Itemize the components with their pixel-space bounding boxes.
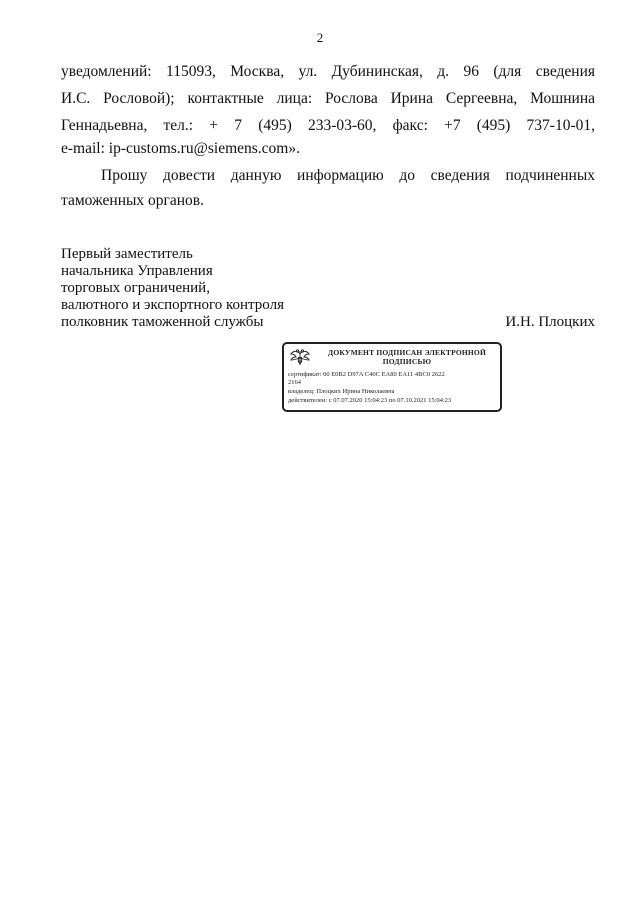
stamp-validity-label: действителен: — [288, 397, 328, 404]
page-number: 2 — [316, 30, 324, 45]
eagle-emblem-icon — [289, 348, 311, 368]
stamp-certificate-label: сертификат: — [288, 371, 322, 378]
stamp-validity-row — [288, 397, 451, 405]
electronic-signature-stamp — [282, 342, 502, 412]
signer-title-line: валютного и экспортного контроля — [61, 297, 284, 313]
signer-title-line: Первый заместитель — [61, 246, 193, 262]
signer-title-block — [61, 246, 284, 331]
body-line-4: e-mail: ip-customs.ru@siemens.com». — [61, 140, 300, 157]
request-line-2: таможенных органов. — [61, 192, 205, 209]
stamp-title — [314, 349, 500, 366]
stamp-validity-value: с 07.07.2020 15:04:23 по 07.10.2021 15:04:23 — [328, 397, 452, 404]
stamp-certificate-value: 00 E0B2 D97A C40C EA80 EA11 4BC0 2622 — [323, 371, 445, 378]
stamp-title-line: ДОКУМЕНТ ПОДПИСАН ЭЛЕКТРОННОЙ — [327, 348, 487, 357]
signer-title-line: начальника Управления — [61, 263, 213, 279]
stamp-certificate-row — [288, 371, 445, 379]
stamp-owner-value: Плоцких Ирина Николаевна — [316, 388, 395, 395]
body-line-2: И.С. Рословой); контактные лица: Рослова Ирина Сергеевна, Мошнина — [61, 90, 595, 107]
signer-title-line: торговых ограничений, — [61, 280, 210, 296]
body-line-1: уведомлений: 115093, Москва, ул. Дубининская, д. 96 (для сведения — [61, 63, 595, 80]
body-line-3: Геннадьевна, тел.: + 7 (495) 233-03-60, факс: +7 (495) 737-10-01, — [61, 117, 595, 134]
stamp-owner-label: владелец: — [288, 388, 315, 395]
stamp-owner-row — [288, 388, 395, 396]
stamp-title-line: ПОДПИСЬЮ — [382, 356, 432, 366]
signer-title-line: полковник таможенной службы — [61, 314, 264, 330]
stamp-certificate-value-cont: 2164 — [288, 379, 301, 386]
request-line-1: Прошу довести данную информацию до сведения подчиненных — [101, 167, 595, 184]
signer-name: И.Н. Плоцких — [505, 314, 595, 330]
